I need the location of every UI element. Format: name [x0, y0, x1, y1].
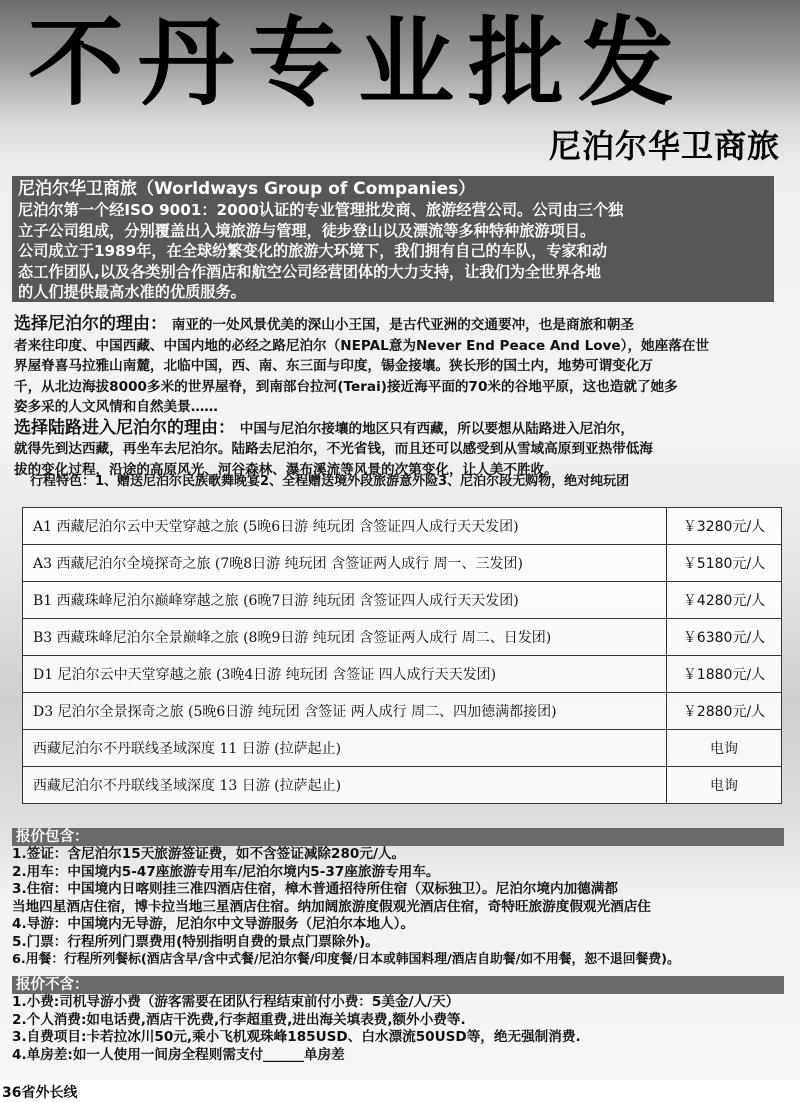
intro-line: 立子公司组成，分别覆盖出入境旅游与管理，徒步登山以及漂流等多种特种旅游项目。: [18, 221, 596, 240]
intro-title: 尼泊尔华卫商旅（Worldways Group of Companies）: [18, 179, 476, 199]
included-item: 3.住宿：中国境内日喀则挂三准四酒店住宿，樟木普通招待所住宿（双标独卫）。尼泊尔境内加德满都: [12, 881, 618, 897]
table-row: [23, 545, 782, 582]
route-price: ￥3280元/人: [667, 508, 782, 545]
route-name: A1 西藏尼泊尔云中天堂穿越之旅 (5晚6日游 纯玩团 含签证四人成行天天发团): [23, 508, 667, 545]
price-included-title: 报价包含：: [12, 828, 784, 846]
table-row: [23, 730, 782, 767]
table-row: [23, 508, 782, 545]
intro-line: 态工作团队,以及各类别合作酒店和航空公司经营团体的大力支持，让我们为全世界各地: [18, 262, 601, 281]
page-headline: 不丹专业批发: [28, 6, 688, 119]
route-name: D1 尼泊尔云中天堂穿越之旅 (3晚4日游 纯玩团 含签证 四人成行天天发团): [23, 656, 667, 693]
included-item: 6.用餐：行程所列餐标(酒店含早/含中式餐/尼泊尔餐/印度餐/日本或韩国料理/酒店自助餐/如不用餐，恕不退回餐费)。: [12, 952, 680, 967]
company-subtitle: 尼泊尔华卫商旅: [548, 127, 780, 165]
reason-text: 中国与尼泊尔接壤的地区只有西藏，所以要想从陆路进入尼泊尔，: [239, 420, 634, 437]
excluded-item: 3.自费项目:卡若拉冰川50元,乘小飞机观珠峰185USD、白水漂流50USD等，绝无强制消费.: [12, 1029, 581, 1045]
route-price: 电询: [667, 767, 782, 804]
company-intro: [12, 176, 774, 302]
route-price: ￥2880元/人: [667, 693, 782, 730]
route-price: ￥5180元/人: [667, 545, 782, 582]
route-price: ￥6380元/人: [667, 619, 782, 656]
price-excluded-section: [12, 976, 784, 1064]
excluded-item: 1.小费:司机导游小费（游客需要在团队行程结束前付小费：5美金/人/天）: [12, 994, 460, 1010]
table-row: [23, 693, 782, 730]
page-footer: 36省外长线: [2, 1085, 78, 1101]
intro-line: 的人们提供最高水准的优质服务。: [18, 283, 246, 301]
intro-line: 公司成立于1989年，在全球纷繁变化的旅游大环境下，我们拥有自己的车队，专家和动: [18, 242, 608, 260]
reason-overland-heading: 选择陆路进入尼泊尔的理由：: [14, 417, 235, 438]
reason-nepal-heading: 选择尼泊尔的理由：: [14, 314, 167, 334]
reason-nepal: [14, 314, 788, 336]
included-item: 1.签证：含尼泊尔15天旅游签证费，如不含签证减除280元/人。: [12, 846, 406, 862]
reason-text: 南亚的一处风景优美的深山小王国，是古代亚洲的交通要冲，也是商旅和朝圣: [171, 317, 634, 333]
route-name: A3 西藏尼泊尔全境探奇之旅 (7晚8日游 纯玩团 含签证两人成行 周一、三发团): [23, 545, 667, 582]
reason-text: 就得先到达西藏，再坐车去尼泊尔。陆路去尼泊尔，不光省钱，而且还可以感受到从雪域高原到亚热带低海: [14, 441, 653, 457]
route-price-table: [22, 507, 782, 804]
table-row: [23, 656, 782, 693]
included-item: 5.门票：行程所列门票费用(特别指明自费的景点门票除外)。: [12, 933, 379, 950]
included-item: 当地四星酒店住宿，博卡拉当地三星酒店住宿。纳加阔旅游度假观光酒店住宿，奇特旺旅游度假观光酒店住: [12, 898, 651, 915]
table-row: [23, 619, 782, 656]
itinerary-features: 行程特色：1、赠送尼泊尔民族歌舞晚宴2、全程赠送境外段旅游意外险3、尼泊尔段无购物，绝对纯玩团: [30, 474, 630, 489]
included-item: 2.用车：中国境内5-47座旅游专用车/尼泊尔境内5-37座旅游专用车。: [12, 863, 440, 880]
route-name: D3 尼泊尔全景探奇之旅 (5晚6日游 纯玩团 含签证 两人成行 周二、四加德满都接团): [23, 693, 667, 730]
route-name: B3 西藏珠峰尼泊尔全景巅峰之旅 (8晚9日游 纯玩团 含签证两人成行 周二、日发团): [23, 619, 667, 656]
table-row: [23, 582, 782, 619]
route-price: 电询: [667, 730, 782, 767]
included-item: 4.导游：中国境内无导游，尼泊尔中文导游服务（尼泊尔本地人）。: [12, 916, 415, 932]
reason-text: 者来往印度、中国西藏、中国内地的必经之路尼泊尔（NEPAL意为Never End Peace And Love），她座落在世: [14, 337, 710, 354]
price-excluded-title: 报价不含：: [12, 976, 784, 994]
route-name: 西藏尼泊尔不丹联线圣域深度 11 日游 (拉萨起止): [23, 730, 667, 767]
price-included-section: [12, 828, 784, 969]
route-name: B1 西藏珠峰尼泊尔巅峰穿越之旅 (6晚7日游 纯玩团 含签证四人成行天天发团): [23, 582, 667, 619]
route-name: 西藏尼泊尔不丹联线圣域深度 13 日游 (拉萨起止): [23, 767, 667, 804]
excluded-item: 2.个人消费:如电话费,酒店干洗费,行李超重费,进出海关填表费,额外小费等.: [12, 1011, 466, 1028]
route-price: ￥4280元/人: [667, 582, 782, 619]
intro-line: 尼泊尔第一个经ISO 9001：2000认证的专业管理批发商、旅游经营公司。公司由三个独: [18, 201, 624, 219]
reason-text: 千，从北边海拔8000多米的世界屋脊，到南部台拉河(Terai)接近海平面的70米的谷地平原，这也造就了她多: [14, 378, 678, 395]
reasons-section: [14, 314, 788, 480]
table-row: [23, 767, 782, 804]
excluded-item: 4.单房差:如一人使用一间房全程则需支付______单房差: [12, 1046, 345, 1063]
reason-overland: [14, 418, 788, 440]
reason-text: 界屋脊喜马拉雅山南麓，北临中国，西、南、东三面与印度，锡金接壤。狭长形的国土内，地势可谓变化万: [14, 358, 653, 374]
reason-text: 拔的变化过程，沿途的高原风光、河谷森林、瀑布溪流等风景的次第变化，让人美不胜收。: [14, 461, 558, 478]
route-price: ￥1880元/人: [667, 656, 782, 693]
reason-text: 姿多采的人文风情和自然美景……: [14, 399, 218, 415]
